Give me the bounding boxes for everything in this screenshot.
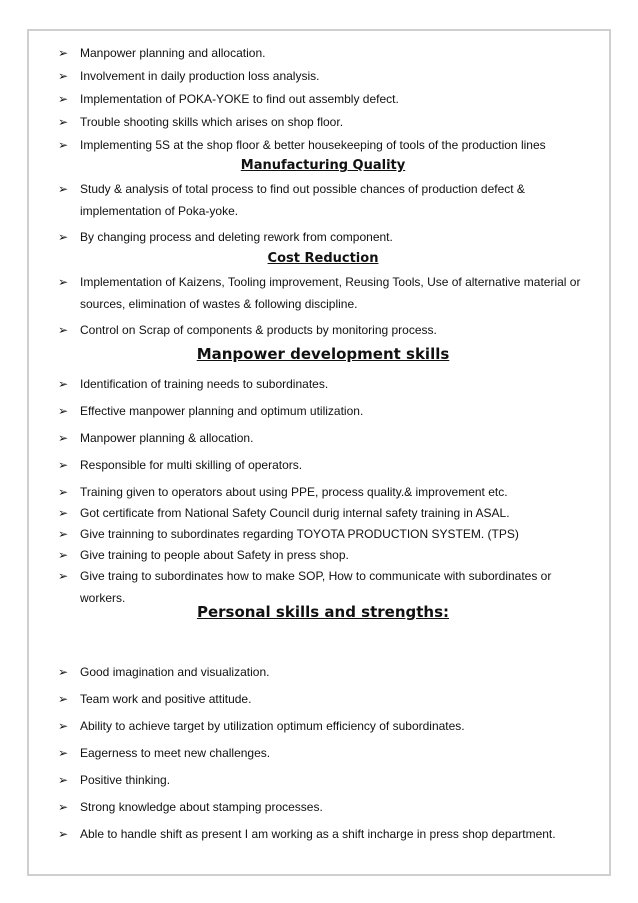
list-item: ➢ Implementation of Kaizens, Tooling improvement, Reusing Tools, Use of alternative material or sources, elimination of wastes & following discipline. xyxy=(58,271,588,319)
list-item: ➢ Effective manpower planning and optimum utilization. xyxy=(58,400,588,427)
arrow-bullet-icon: ➢ xyxy=(58,800,69,814)
arrow-bullet-icon: ➢ xyxy=(58,230,69,244)
list-item: ➢ Implementation of POKA-YOKE to find out assembly defect. xyxy=(58,88,588,111)
list-item: ➢ Strong knowledge about stamping processes. xyxy=(58,796,588,823)
arrow-bullet-icon: ➢ xyxy=(58,404,69,418)
heading-cost-reduction: Cost Reduction xyxy=(267,251,379,266)
arrow-bullet-icon: ➢ xyxy=(58,665,69,679)
heading-personal-skills: Personal skills and strengths: xyxy=(196,603,450,621)
list-item: ➢ Manpower planning & allocation. xyxy=(58,427,588,454)
arrow-bullet-icon: ➢ xyxy=(58,138,69,152)
list-item: ➢ Training given to operators about using PPE, process quality.& improvement etc. xyxy=(58,481,588,502)
arrow-bullet-icon: ➢ xyxy=(58,92,69,106)
list-item: ➢ Give traing to subordinates how to make SOP, How to communicate with subordinates or workers. xyxy=(58,565,588,586)
manpower-list xyxy=(58,373,588,605)
arrow-bullet-icon: ➢ xyxy=(58,323,69,337)
heading-manpower-development: Manpower development skills xyxy=(196,345,450,363)
list-item: ➢ Control on Scrap of components & products by monitoring process. xyxy=(58,319,588,341)
personal-list xyxy=(58,661,588,850)
list-item: ➢ Implementing 5S at the shop floor & better housekeeping of tools of the production lines xyxy=(58,134,588,157)
list-item: ➢ Able to handle shift as present I am working as a shift incharge in press shop department. xyxy=(58,823,588,850)
list-item: ➢ Responsible for multi skilling of operators. xyxy=(58,454,588,481)
arrow-bullet-icon: ➢ xyxy=(58,773,69,787)
list-item: ➢ Give trainning to subordinates regarding TOYOTA PRODUCTION SYSTEM. (TPS) xyxy=(58,523,588,544)
arrow-bullet-icon: ➢ xyxy=(58,115,69,129)
arrow-bullet-icon: ➢ xyxy=(58,431,69,445)
arrow-bullet-icon: ➢ xyxy=(58,506,69,520)
arrow-bullet-icon: ➢ xyxy=(58,182,69,196)
arrow-bullet-icon: ➢ xyxy=(58,746,69,760)
list-item: ➢ Good imagination and visualization. xyxy=(58,661,588,688)
list-item: ➢ Give training to people about Safety in press shop. xyxy=(58,544,588,565)
list-item: ➢ Eagerness to meet new challenges. xyxy=(58,742,588,769)
arrow-bullet-icon: ➢ xyxy=(58,275,69,289)
list-item: ➢ Manpower planning and allocation. xyxy=(58,42,588,65)
heading-manufacturing-quality: Manufacturing Quality xyxy=(240,158,406,173)
arrow-bullet-icon: ➢ xyxy=(58,485,69,499)
list-item: ➢ Identification of training needs to subordinates. xyxy=(58,373,588,400)
list-item: ➢ Involvement in daily production loss analysis. xyxy=(58,65,588,88)
arrow-bullet-icon: ➢ xyxy=(58,569,69,583)
arrow-bullet-icon: ➢ xyxy=(58,548,69,562)
arrow-bullet-icon: ➢ xyxy=(58,827,69,841)
arrow-bullet-icon: ➢ xyxy=(58,719,69,733)
manufacturing-list xyxy=(58,178,588,248)
list-item: ➢ Positive thinking. xyxy=(58,769,588,796)
arrow-bullet-icon: ➢ xyxy=(58,69,69,83)
list-item: ➢ Team work and positive attitude. xyxy=(58,688,588,715)
cost-list xyxy=(58,271,588,341)
list-item: ➢ Got certificate from National Safety Council durig internal safety training in ASAL. xyxy=(58,502,588,523)
list-item: ➢ Ability to achieve target by utilization optimum efficiency of subordinates. xyxy=(58,715,588,742)
arrow-bullet-icon: ➢ xyxy=(58,46,69,60)
intro-list xyxy=(58,42,588,157)
list-item: ➢ By changing process and deleting rework from component. xyxy=(58,226,588,248)
list-item: ➢ Trouble shooting skills which arises on shop floor. xyxy=(58,111,588,134)
arrow-bullet-icon: ➢ xyxy=(58,527,69,541)
arrow-bullet-icon: ➢ xyxy=(58,692,69,706)
list-item: ➢ Study & analysis of total process to find out possible chances of production defect & implementation of Poka-yoke. xyxy=(58,178,588,226)
arrow-bullet-icon: ➢ xyxy=(58,458,69,472)
arrow-bullet-icon: ➢ xyxy=(58,377,69,391)
